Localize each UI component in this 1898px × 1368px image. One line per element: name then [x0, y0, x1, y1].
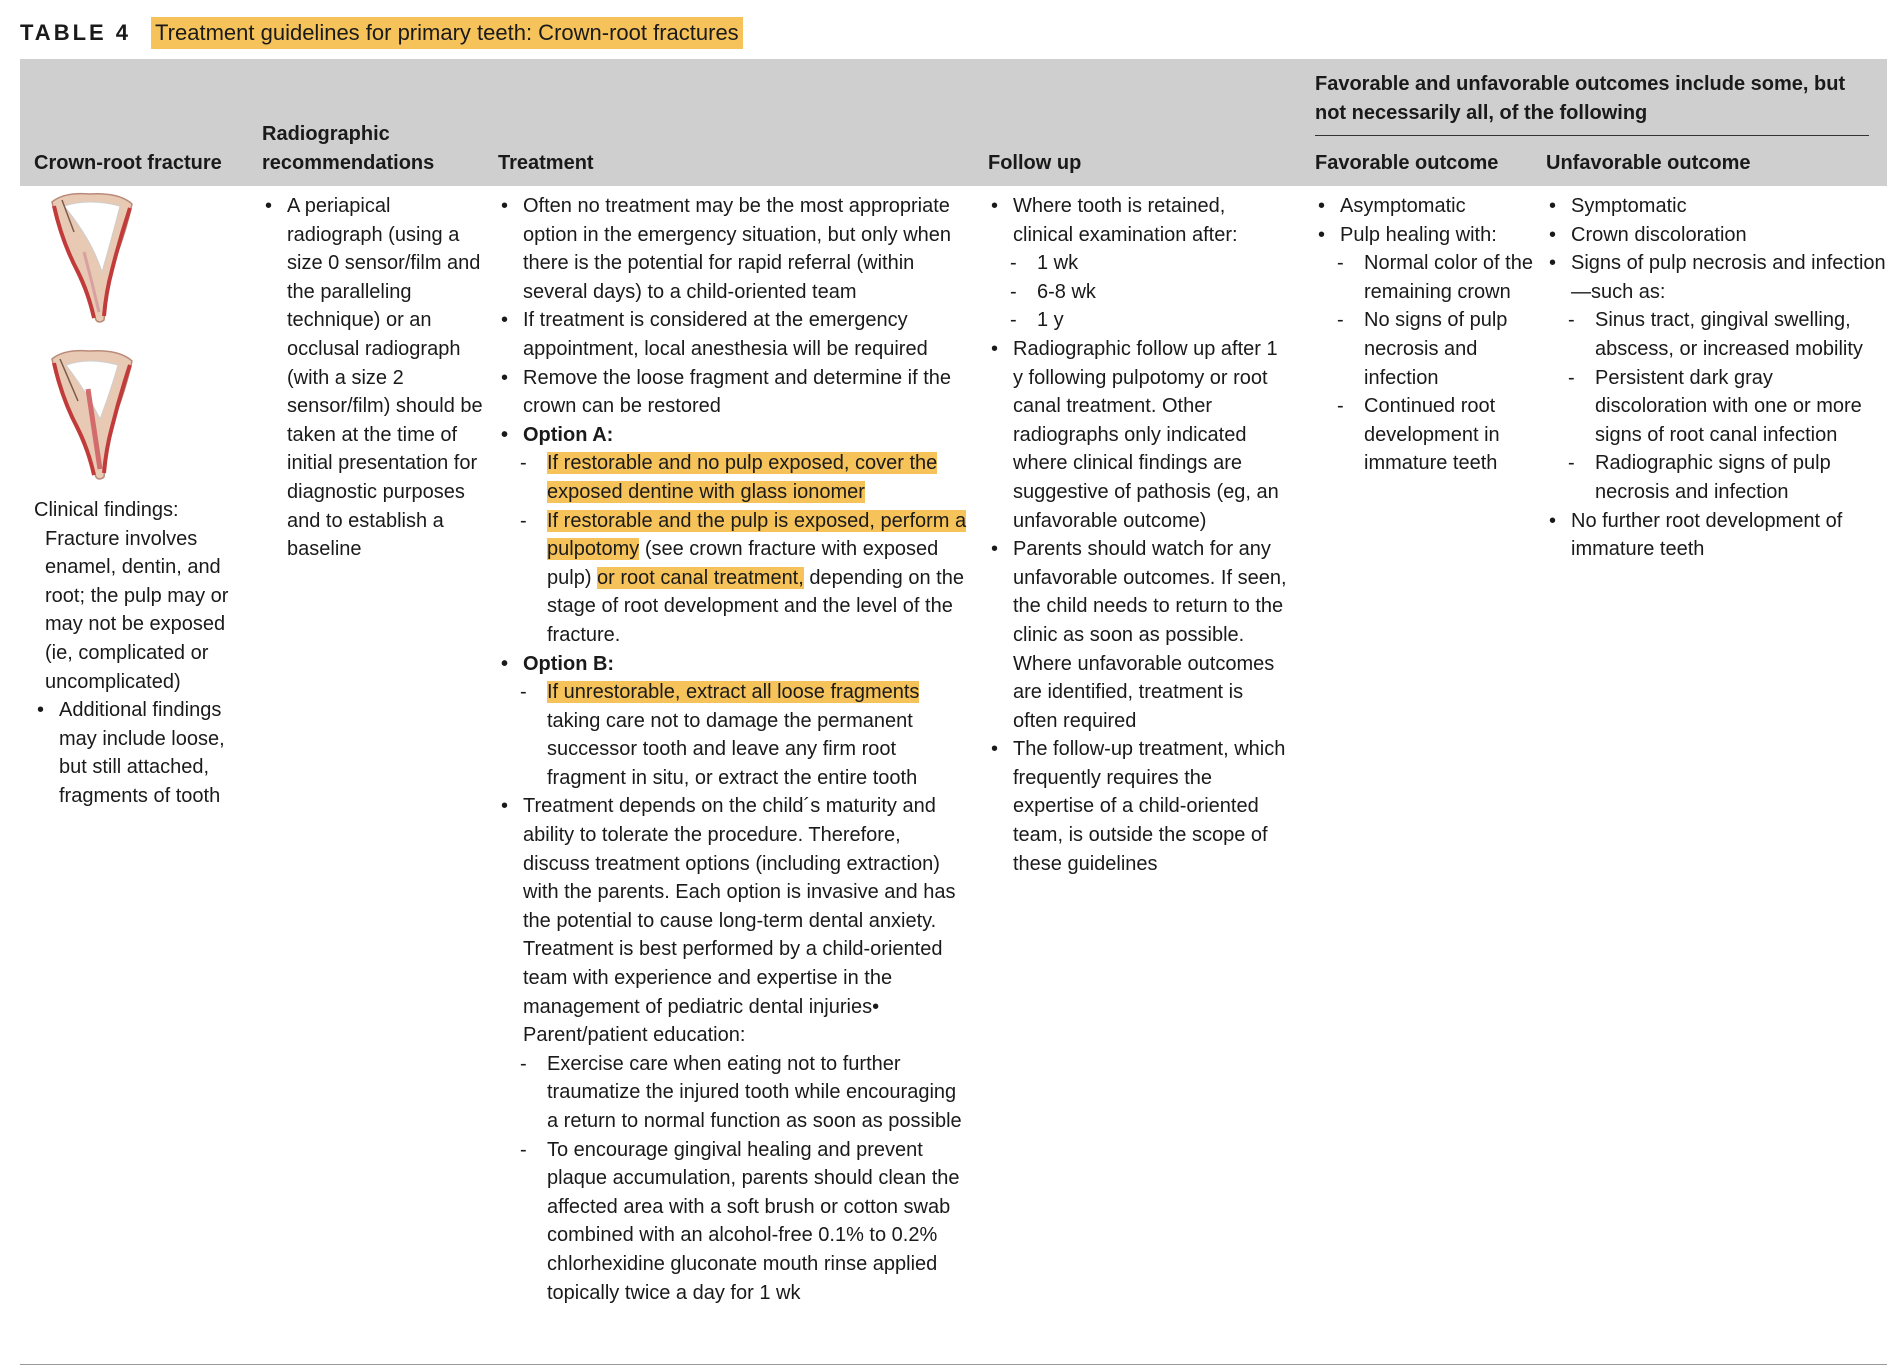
favorable-bullet-2: • Pulp healing with:	[1315, 221, 1535, 250]
header-follow-up: Follow up	[988, 152, 1082, 174]
header-crown-root: Crown-root fracture	[34, 152, 222, 174]
unfavorable-bullet-3: • Signs of pulp necrosis and infection—such as:	[1546, 249, 1886, 306]
clinical-findings-text: Fracture involves enamel, dentin, and root; the pulp may or may not be exposed (ie, complicated or uncomplicated)	[45, 527, 229, 693]
treatment-option-a-item-1	[498, 449, 968, 506]
highlight-text: If unrestorable, extract all loose fragments	[547, 681, 920, 704]
tooth-fracture-diagram-1-icon	[44, 192, 139, 327]
favorable-item-1: - Normal color of the remaining crown	[1315, 249, 1535, 306]
col-crown-root	[34, 192, 244, 811]
col-treatment	[498, 192, 968, 1307]
header-outcomes-group: Favorable and unfavorable outcomes include some, but not necessarily all, of the following	[1315, 73, 1846, 124]
treatment-bullet-2: • If treatment is considered at the emergency appointment, local anesthesia will be required	[498, 306, 968, 363]
unfavorable-bullet-2: • Crown discoloration	[1546, 221, 1886, 250]
header-treatment: Treatment	[498, 152, 594, 174]
header-divider	[1315, 135, 1869, 136]
follow-up-bullet-2: • Radiographic follow up after 1 y following pulpotomy or root canal treatment. Other radiographs only indicated where clinical findings are suggestive of pathosis (eg, an unfavorable outcome)	[988, 335, 1288, 535]
table-title-row	[20, 15, 743, 51]
header-radiographic: Radiographic recommendations	[262, 123, 435, 174]
plain-text: taking care not to damage the permanent successor tooth and leave any firm root fragment in situ, or extract the entire tooth	[547, 709, 918, 789]
header-unfavorable: Unfavorable outcome	[1546, 152, 1751, 174]
treatment-option-a: • Option A:	[498, 421, 968, 450]
favorable-bullet-1: • Asymptomatic	[1315, 192, 1535, 221]
treatment-bullet-1: • Often no treatment may be the most appropriate option in the emergency situation, but only when there is the potential for rapid referral (within several days) to a child-oriented team	[498, 192, 968, 306]
favorable-item-2: - No signs of pulp necrosis and infection	[1315, 306, 1535, 392]
favorable-item-3: - Continued root development in immature teeth	[1315, 392, 1535, 478]
col-follow-up	[988, 192, 1288, 878]
treatment-option-a-item-2	[498, 507, 968, 650]
treatment-bullet-4: • Treatment depends on the child´s maturity and ability to tolerate the procedure. Therefore, discuss treatment options (including extraction) with the parents. Each option is invasive and has the potential to cause long-term dental anxiety. Treatment is best performed by a child-oriented team with experience and expertise in the management of pediatric dental injuries• Parent/patient education:	[498, 792, 968, 1049]
plain-text: depending on the stage of root development and the level of the fracture.	[547, 566, 964, 646]
radiographic-bullet: • A periapical radiograph (using a size 0 sensor/film and the paralleling technique) or an occlusal radiograph (with a size 2 sensor/film) should be taken at the time of initial presentation for diagnostic purposes and to establish a baseline	[262, 192, 484, 564]
follow-up-bullet-3: • Parents should watch for any unfavorable outcomes. If seen, the child needs to return to the clinic as soon as possible. Where unfavorable outcomes are identified, treatment is often required	[988, 535, 1288, 735]
treatment-bullet-3: • Remove the loose fragment and determine if the crown can be restored	[498, 364, 968, 421]
treatment-option-b: • Option B:	[498, 650, 968, 679]
follow-up-interval-3: - 1 y	[988, 306, 1288, 335]
table-bottom-rule	[20, 1364, 1887, 1365]
col-favorable	[1315, 192, 1535, 478]
header-favorable: Favorable outcome	[1315, 152, 1499, 174]
unfavorable-bullet-4: • No further root development of immature teeth	[1546, 507, 1886, 564]
highlight-text: If restorable and no pulp exposed, cover the exposed dentine with glass ionomer	[547, 452, 938, 503]
follow-up-bullet-4: • The follow-up treatment, which frequently requires the expertise of a child-oriented team, is outside the scope of these guidelines	[988, 735, 1288, 878]
unfavorable-bullet-1: • Symptomatic	[1546, 192, 1886, 221]
highlight-text: or root canal treatment,	[597, 566, 804, 589]
education-item-2: - To encourage gingival healing and prevent plaque accumulation, parents should clean the affected area with a soft brush or cotton swab combined with an alcohol-free 0.1% to 0.2% chlorhexidine gluconate mouth rinse applied topically twice a day for 1 wk	[498, 1136, 968, 1308]
additional-findings: • Additional findings may include loose, but still attached, fragments of tooth	[34, 696, 244, 810]
follow-up-bullet-1: • Where tooth is retained, clinical examination after:	[988, 192, 1288, 249]
table-label: TABLE 4	[20, 20, 132, 45]
tooth-fracture-diagram-2-icon	[44, 349, 139, 484]
unfavorable-item-2: - Persistent dark gray discoloration with one or more signs of root canal infection	[1546, 364, 1886, 450]
col-radiographic	[262, 192, 484, 564]
highlight-text: If restorable and the pulp is exposed, perform a pulpotomy	[547, 509, 967, 561]
unfavorable-item-3: - Radiographic signs of pulp necrosis and infection	[1546, 449, 1886, 506]
follow-up-interval-1: - 1 wk	[988, 249, 1288, 278]
follow-up-interval-2: - 6-8 wk	[988, 278, 1288, 307]
table-title: Treatment guidelines for primary teeth: Crown-root fractures	[151, 17, 743, 49]
unfavorable-item-1: - Sinus tract, gingival swelling, abscess, or increased mobility	[1546, 306, 1886, 363]
treatment-option-b-item	[498, 678, 968, 792]
col-unfavorable	[1546, 192, 1886, 564]
clinical-findings-heading: Clinical findings:	[34, 499, 179, 521]
plain-text: (see crown fracture with exposed pulp)	[547, 538, 939, 589]
education-item-1: - Exercise care when eating not to further traumatize the injured tooth while encouraging a return to normal function as soon as possible	[498, 1050, 968, 1136]
